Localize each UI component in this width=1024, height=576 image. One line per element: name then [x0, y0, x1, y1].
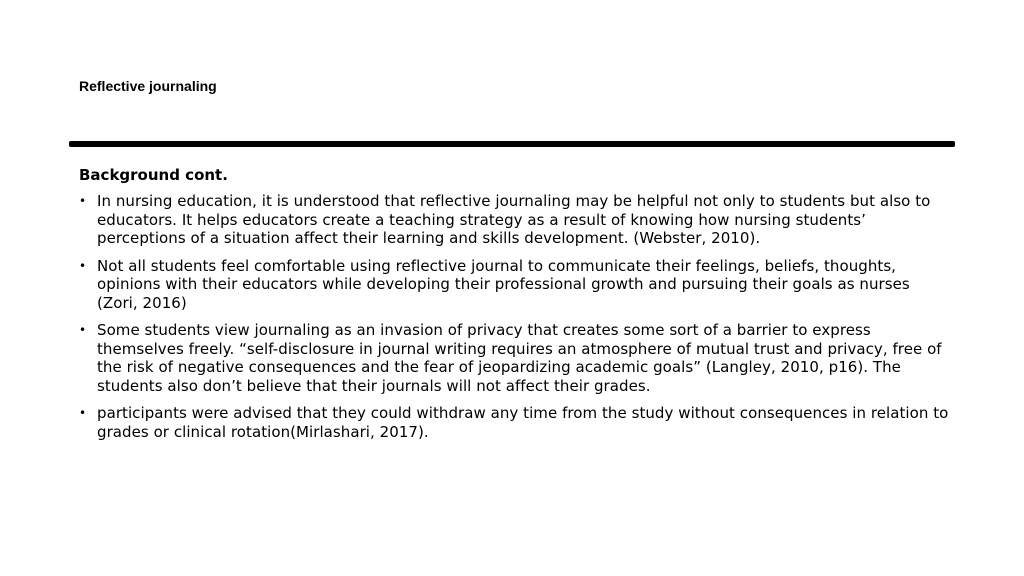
bullet-list — [79, 192, 954, 441]
bullet-icon: • — [79, 194, 87, 208]
slide-content — [79, 165, 954, 450]
bullet-item — [79, 257, 954, 313]
bullet-text: Not all students feel comfortable using reflective journal to communicate their feelings, beliefs, thoughts, opinions with their educators while developing their professional growth and pursuing their goals as nurses (Zori, 2016) — [97, 256, 910, 312]
bullet-item — [79, 321, 954, 395]
bullet-text: participants were advised that they could withdraw any time from the study without consequences in relation to grades or clinical rotation(Mirlashari, 2017). — [97, 404, 949, 441]
bullet-item — [79, 192, 954, 248]
bullet-icon: • — [79, 406, 87, 420]
section-heading: Background cont. — [79, 166, 228, 184]
slide-title: Reflective journaling — [79, 78, 217, 94]
bullet-icon: • — [79, 323, 87, 337]
title-divider — [69, 141, 955, 147]
bullet-item — [79, 404, 954, 441]
bullet-text: Some students view journaling as an invasion of privacy that creates some sort of a barrier to express themselves freely. “self-disclosure in journal writing requires an atmosphere of mutual trust and privacy, free of the risk of negative consequences and the fear of jeopardizing academic goals” (Langley, 2010, p16). The students also don’t believe that their journals will not affect their grades. — [97, 321, 942, 395]
bullet-text: In nursing education, it is understood that reflective journaling may be helpful not only to students but also to educators. It helps educators create a teaching strategy as a result of knowing how nursing students’ perceptions of a situation affect their learning and skills development. (Webster, 2010). — [97, 192, 931, 247]
bullet-icon: • — [79, 258, 87, 273]
